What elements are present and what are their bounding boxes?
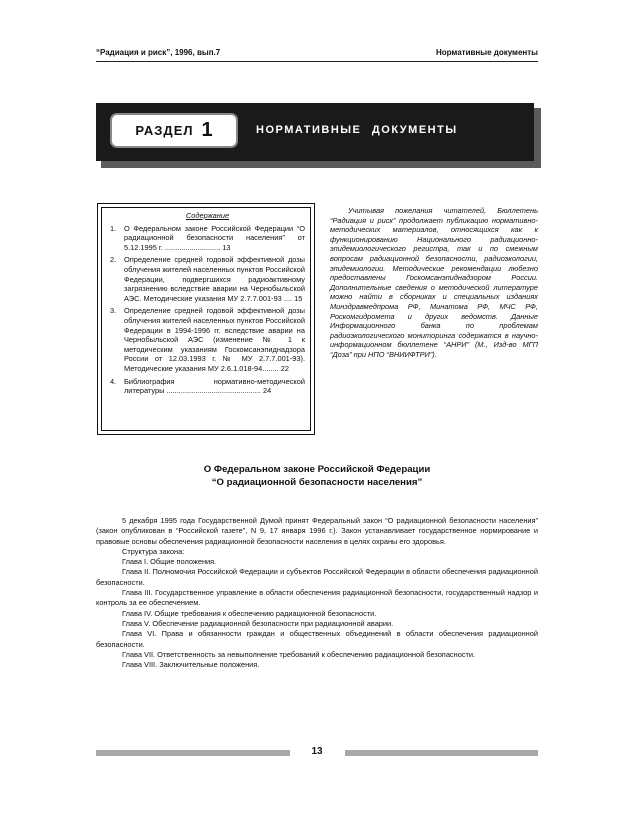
running-header-section: Нормативные документы (435, 48, 538, 57)
article-paragraph: Глава III. Государственное управление в области обеспечения радиационной безопасности, государственный надзор и контроль за ее обеспечением. (96, 588, 538, 608)
article-paragraph: Глава VI. Права и обязанности граждан и общественных объединений в области обеспечения радиационной безопасности. (96, 629, 538, 649)
editorial-note: Учитывая пожелания читателей, Бюллетень “Радиация и риск” продолжает публикацию нормативно-методических материалов, относящихся как к функционированию Национального радиационно-эпидемиологического регистра, так и по смежным вопросам радиационной безопасности, радиоэкологии, эпидемиологии. Методические рекомендации любезно предоставлены Госкомсанэпиднадзором России. Дополнительные сведения о методической литературе можно найти в сборниках и специальных изданиях Минздравмедпрома РФ, Минатома РФ, МЧС РФ, Роскомгидромета и других ведомств. Данные Информационного банка по проблемам радиоэкологического мониторинга содержатся в научно-информационном бюллетене “АНРИ” (М., Изд-во МГП “Доза” при НПО “ВНИИФТРИ”). (330, 206, 538, 359)
contents-item-text: Определение средней годовой эффективной дозы облучения жителей населенных пунктов Российской Федерации, подвергшихся радиоактивному загрязнению вследствие аварии на Чернобыльской АЭС. Методические указания МУ 2.7.7.001-93 .... 15 (124, 255, 305, 303)
footer-bar-left (96, 750, 290, 756)
contents-heading: Содержание (185, 211, 230, 220)
article-paragraph: Глава I. Общие положения. (122, 557, 217, 567)
article-title-line: О Федеральном законе Российской Федерации (203, 464, 431, 475)
contents-item[interactable] (110, 377, 305, 396)
running-header-journal: “Радиация и риск”, 1996, вып.7 (96, 48, 221, 57)
article-paragraph: Глава IV. Общие требования к обеспечению радиационной безопасности. (122, 608, 377, 618)
contents-item[interactable] (110, 255, 305, 303)
section-title: НОРМАТИВНЫЕ ДОКУМЕНТЫ (256, 124, 458, 136)
contents-inner-frame (101, 207, 311, 431)
article-title-line: “О радиационной безопасности населения” (211, 477, 423, 488)
footer-bar-right (345, 750, 538, 756)
article-paragraph: Глава II. Полномочия Российской Федерации и субъектов Российской Федерации в области обеспечения радиационной безопасности. (96, 567, 538, 587)
contents-item-number: 3. (110, 306, 117, 316)
article-paragraph: Структура закона: (122, 546, 185, 556)
section-label-box (110, 113, 238, 148)
contents-item-number: 2. (110, 255, 117, 265)
contents-box (97, 203, 315, 435)
header-rule (96, 61, 538, 62)
contents-item-text: Библиография нормативно-методической литературы .............................................. 24 (124, 376, 305, 396)
contents-item-text: О Федеральном законе Российской Федерации “О радиационной безопасности населения” от 5.12.1995 г. ........................... 13 (124, 223, 305, 252)
contents-item[interactable] (110, 224, 305, 253)
contents-item-text: Определение средней годовой эффективной дозы облучения жителей населенных пунктов Российской Федерации в 1994-1996 гг. вследствие аварии на Чернобыльской АЭС (изменение № 1 к методическим указаниям Госкомсанэпиднадзора России от 12.03.1993 г. № МУ 2.7.7.001-93). Методические указания МУ 2.6.1.018-94........ 22 (124, 306, 305, 373)
contents-item[interactable] (110, 306, 305, 373)
article-paragraph: Глава VII. Ответственность за невыполнение требований к обеспечению радиационной безопасности. (122, 649, 476, 659)
contents-item-number: 4. (110, 376, 117, 386)
page-number: 13 (311, 746, 323, 757)
section-word: РАЗДЕЛ (135, 123, 194, 138)
contents-item-number: 1. (110, 223, 117, 233)
article-body (96, 516, 538, 670)
article-paragraph: Глава V. Обеспечение радиационной безопасности при радиационной аварии. (122, 618, 394, 628)
article-paragraph: 5 декабря 1995 года Государственной Думой принят Федеральный закон “О радиационной безопасности населения” (закон опубликован в “Российской газете”, N 9, 17 января 1996 г.). Закон устанавливает государственное нормирование и правовые основы обеспечения радиационной безопасности населения в целях охраны его здоровья. (96, 516, 538, 546)
article-paragraph: Глава VIII. Заключительные положения. (122, 660, 260, 670)
article-title (96, 463, 538, 489)
section-number: 1 (201, 119, 213, 141)
